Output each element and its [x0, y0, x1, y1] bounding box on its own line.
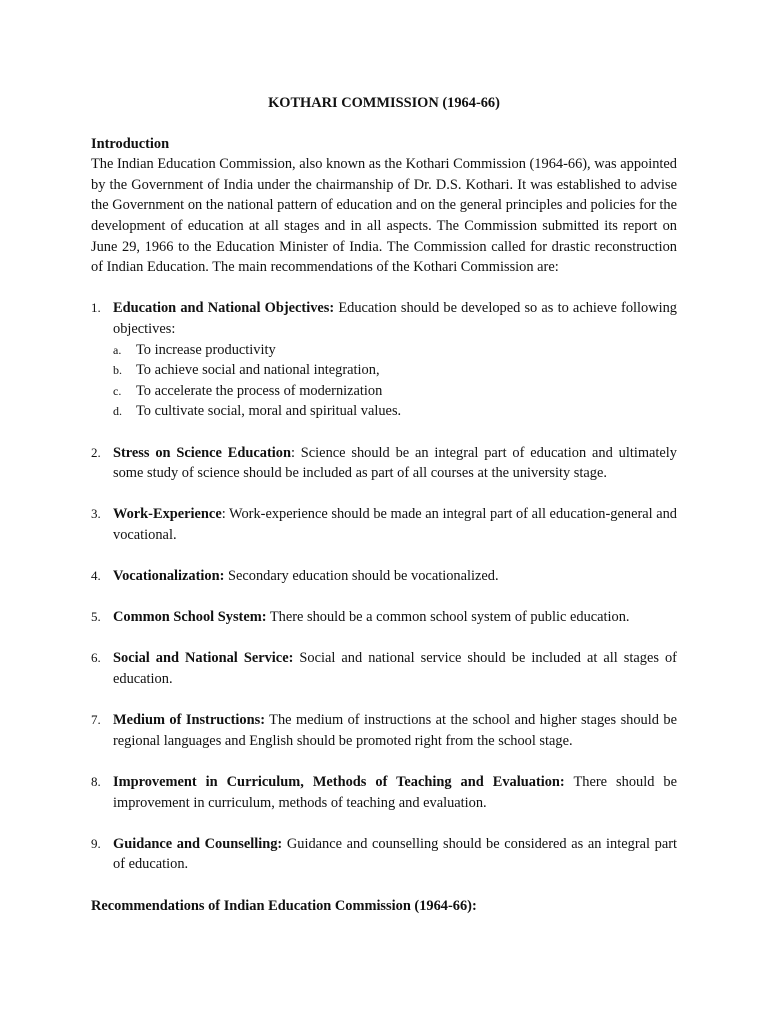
list-item-text: Social and national service should be included at all stages of education. [113, 650, 677, 688]
list-item-number: 2. [91, 444, 101, 460]
sublist-item-text: To achieve social and national integration, [136, 362, 380, 379]
document-title: KOTHARI COMMISSION (1964-66) [268, 95, 500, 111]
list-item-text: : Science should be an integral part of education and ultimately some study of science should be included as part of all courses at the university stage. [113, 444, 677, 482]
list-item [91, 607, 677, 628]
list-item-text: : Work-experience should be made an integral part of all education-general and vocational. [113, 506, 678, 543]
list-item [91, 298, 677, 422]
objectives-sublist [113, 340, 677, 422]
sublist-item [113, 401, 677, 422]
document-body [91, 93, 677, 916]
recommendations-heading: Recommendations of Indian Education Commission (1964-66): [91, 897, 477, 914]
list-item-heading: Stress on Science Education [113, 444, 291, 461]
list-item-text: The medium of instructions at the school and higher stages should be regional languages and English should be promoted right from the school stage. [113, 712, 677, 749]
list-item-heading: Work-Experience [113, 506, 222, 523]
list-item-heading: Common School System: [113, 609, 267, 626]
list-item [91, 834, 677, 875]
list-item-text: There should be a common school system of public education. [266, 609, 630, 626]
list-item-text: Secondary education should be vocationalized. [224, 568, 499, 585]
introduction-heading: Introduction [91, 135, 170, 152]
sublist-item-letter: b. [113, 363, 122, 378]
list-item-number: 4. [91, 568, 101, 584]
sublist-item-text: To cultivate social, moral and spiritual values. [136, 403, 402, 420]
list-item-heading: Education and National Objectives: [113, 300, 335, 317]
sublist-item [113, 340, 677, 361]
list-item-text: Education should be developed so as to achieve following objectives: [113, 300, 677, 337]
list-item-heading: Vocationalization: [113, 568, 225, 585]
sublist-item [113, 360, 677, 381]
list-item-heading: Medium of Instructions: [113, 712, 265, 729]
sublist-item-letter: a. [113, 342, 122, 357]
recommendations-list [91, 298, 677, 875]
list-item [91, 566, 677, 587]
list-item-number: 8. [91, 774, 101, 789]
list-item-heading: Improvement in Curriculum, Methods of Teaching and Evaluation: [113, 774, 565, 790]
sublist-item-text: To increase productivity [136, 341, 276, 358]
sublist-item-letter: d. [113, 404, 122, 419]
list-item [91, 710, 677, 751]
list-item [91, 772, 677, 813]
list-item-number: 3. [91, 506, 101, 522]
list-item-number: 1. [91, 300, 101, 316]
list-item-heading: Social and National Service: [113, 650, 294, 667]
list-item [91, 443, 677, 484]
sublist-item-text: To accelerate the process of modernization [136, 382, 383, 399]
list-item-number: 7. [91, 712, 101, 728]
sublist-item [113, 381, 677, 402]
list-item-heading: Guidance and Counselling: [113, 835, 283, 852]
list-item-text: There should be improvement in curriculum, methods of teaching and evaluation. [113, 774, 677, 811]
list-item-text: Guidance and counselling should be considered as an integral part of education. [113, 835, 677, 873]
list-item-number: 9. [91, 835, 101, 851]
list-item-number: 6. [91, 650, 101, 666]
list-item-number: 5. [91, 609, 101, 625]
sublist-item-letter: c. [113, 383, 122, 398]
introduction-paragraph: The Indian Education Commission, also known as the Kothari Commission (1964-66), was appointed by the Government of India under the chairmanship of Dr. D.S. Kothari. It was established to advise the Government on the national pattern of education and on the general principles and policies for the development of education at all stages and in all aspects. The Commission submitted its report on June 29, 1966 to the Education Minister of India. The Commission called for drastic reconstruction of Indian Education. The main recommendations of the Kothari Commission are: [91, 156, 677, 276]
list-item [91, 648, 677, 689]
list-item [91, 504, 677, 545]
